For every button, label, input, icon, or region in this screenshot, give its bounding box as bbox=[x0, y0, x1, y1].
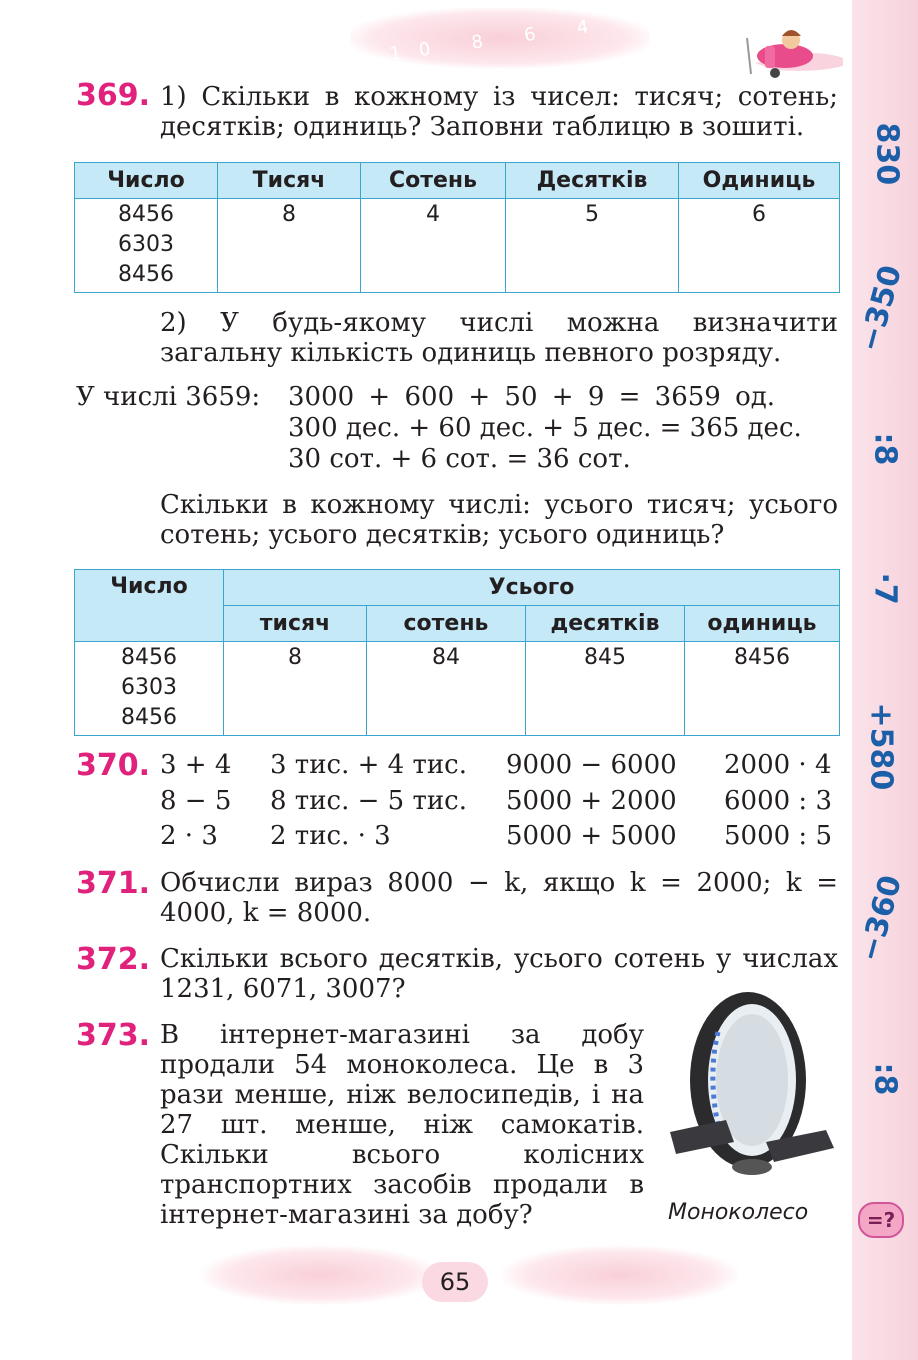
expr: 5000 + 5000 bbox=[506, 821, 677, 851]
bottom-cloud-left bbox=[200, 1245, 440, 1305]
table2-number: 6303 bbox=[121, 675, 177, 700]
exercise-369-question-3: Скільки в кожному числі: усього тисяч; усього сотень; усього десятків; усього одиниць? bbox=[160, 490, 838, 550]
table1-tens bbox=[506, 199, 679, 293]
table2-subheader: сотень bbox=[367, 606, 526, 642]
example-line-1: 3000 + 600 + 50 + 9 = 3659 од. bbox=[288, 382, 776, 412]
table2-value: 8 bbox=[288, 645, 302, 670]
exercise-373-text: В інтернет-магазині за добу продали 54 моноколеса. Це в 3 рази менше, ніж велосипедів, і на 27 шт. менше, ніж самокатів. Скільки всього колісних транспортних засобів продали в інтернет-магазині за добу? bbox=[160, 1020, 644, 1230]
table-totals bbox=[74, 569, 840, 736]
table1-header: Десятків bbox=[506, 163, 679, 199]
equals-question-icon: =? bbox=[858, 1202, 904, 1238]
monowheel-caption: Моноколесо bbox=[668, 1200, 809, 1225]
example-line-3: 30 сот. + 6 сот. = 36 сот. bbox=[288, 444, 631, 474]
exercise-372-text: Скільки всього десятків, усього сотень у числах 1231, 6071, 3007? bbox=[160, 944, 838, 1004]
table2-ones bbox=[685, 642, 840, 736]
expr: 2000 · 4 bbox=[724, 750, 832, 780]
example-label: У числі 3659: bbox=[76, 382, 261, 412]
table1-header: Одиниць bbox=[679, 163, 840, 199]
table2-number-cell bbox=[75, 642, 224, 736]
page-number: 65 bbox=[422, 1262, 488, 1302]
expr: 3 тис. + 4 тис. bbox=[270, 750, 468, 780]
expr: 3 + 4 bbox=[160, 750, 232, 780]
exercise-369-question-2: 2) У будь-якому числі можна визначити загальну кількість одиниць певного розряду. bbox=[160, 308, 838, 368]
table1-number: 6303 bbox=[118, 232, 174, 257]
table2-value: 845 bbox=[584, 645, 626, 670]
table1-header: Сотень bbox=[361, 163, 506, 199]
expr: 2 тис. · 3 bbox=[270, 821, 391, 851]
table2-thousands bbox=[224, 642, 367, 736]
side-number-1: 830 bbox=[869, 122, 905, 186]
table1-value: 5 bbox=[585, 202, 599, 227]
table2-header-number: Число bbox=[75, 570, 224, 642]
table1-value: 4 bbox=[426, 202, 440, 227]
table2-header-group: Усього bbox=[224, 570, 840, 606]
expr: 5000 + 2000 bbox=[506, 786, 677, 816]
table2-hundreds bbox=[367, 642, 526, 736]
side-number-5: +580 bbox=[863, 702, 899, 791]
monowheel-image bbox=[666, 992, 836, 1177]
table1-header: Тисяч bbox=[218, 163, 361, 199]
side-number-4: ·7 bbox=[867, 572, 903, 605]
table1-header: Число bbox=[75, 163, 218, 199]
exercise-371-number: 371. bbox=[76, 866, 151, 901]
table1-number: 8456 bbox=[118, 202, 174, 227]
expr: 8 тис. − 5 тис. bbox=[270, 786, 468, 816]
exercise-369-number: 369. bbox=[76, 78, 151, 113]
exercise-373-number: 373. bbox=[76, 1018, 151, 1053]
table-digits bbox=[74, 162, 840, 293]
table1-ones bbox=[679, 199, 840, 293]
table1-thousands bbox=[218, 199, 361, 293]
table2-subheader: одиниць bbox=[685, 606, 840, 642]
exercise-369-question-1: 1) Скільки в кожному із чисел: тисяч; сотень; десятків; одиниць? Заповни таблицю в зошиті. bbox=[160, 82, 838, 142]
table1-number: 8456 bbox=[118, 262, 174, 287]
side-number-2: −350 bbox=[852, 261, 909, 356]
expr: 9000 − 6000 bbox=[506, 750, 677, 780]
side-number-3: :8 bbox=[867, 432, 903, 466]
table1-hundreds bbox=[361, 199, 506, 293]
table2-tens bbox=[526, 642, 685, 736]
expr: 5000 : 5 bbox=[724, 821, 832, 851]
bottom-cloud-right bbox=[500, 1245, 740, 1305]
table2-value: 84 bbox=[432, 645, 460, 670]
expr: 8 − 5 bbox=[160, 786, 232, 816]
side-number-7: :8 bbox=[867, 1062, 903, 1096]
side-number-6: −360 bbox=[852, 871, 909, 966]
exercise-371-text: Обчисли вираз 8000 − k, якщо k = 2000; k = 4000, k = 8000. bbox=[160, 868, 838, 928]
exercise-370-number: 370. bbox=[76, 748, 151, 783]
airplane-icon bbox=[735, 18, 845, 78]
table2-subheader: тисяч bbox=[224, 606, 367, 642]
table2-number: 8456 bbox=[121, 705, 177, 730]
table2-value: 8456 bbox=[734, 645, 790, 670]
top-cloud-decoration bbox=[350, 8, 650, 86]
expr: 2 · 3 bbox=[160, 821, 218, 851]
table1-number-cell bbox=[75, 199, 218, 293]
expr: 6000 : 3 bbox=[724, 786, 832, 816]
table2-subheader: десятків bbox=[526, 606, 685, 642]
table1-value: 8 bbox=[282, 202, 296, 227]
table2-number: 8456 bbox=[121, 645, 177, 670]
side-decoration-strip bbox=[852, 0, 918, 1360]
exercise-372-number: 372. bbox=[76, 942, 151, 977]
cloud-digits: 10 8 6 4 2 bbox=[388, 13, 608, 86]
example-line-2: 300 дес. + 60 дес. + 5 дес. = 365 дес. bbox=[288, 413, 802, 443]
table1-value: 6 bbox=[752, 202, 766, 227]
